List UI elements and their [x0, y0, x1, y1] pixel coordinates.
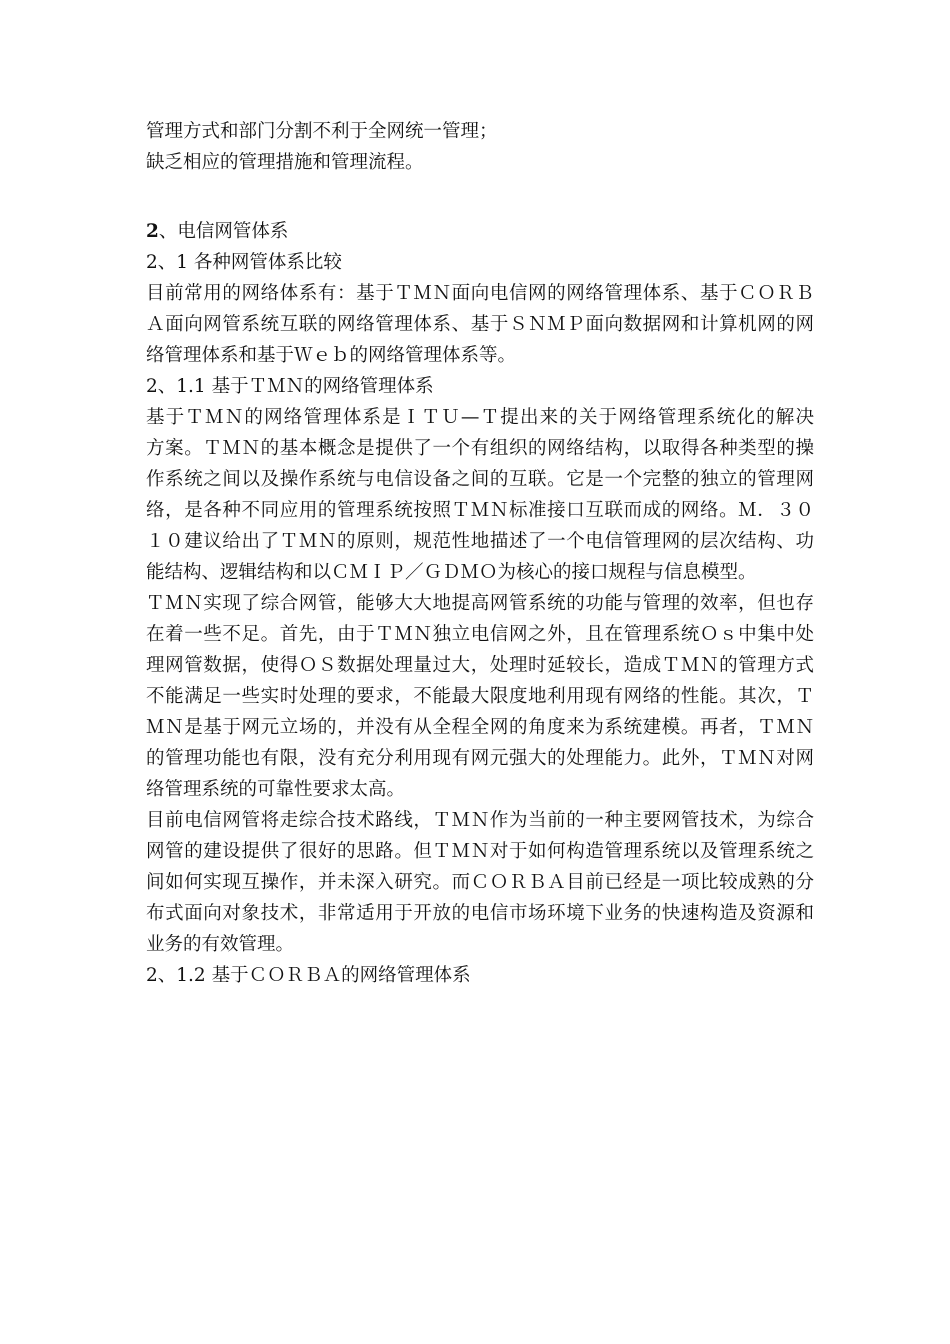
paragraph-line: 业务的有效管理。	[146, 934, 295, 955]
paragraph-line: 作系统之间以及操作系统与电信设备之间的互联。它是一个完整的独立的管理网	[146, 469, 814, 490]
paragraph-line: 目前常用的网络体系有：基于ＴＭＮ面向电信网的网络管理体系、基于ＣＯＲＢ	[146, 283, 814, 304]
paragraph-line: １０建议给出了ＴＭＮ的原则，规范性地描述了一个电信管理网的层次结构、功	[146, 531, 814, 552]
paragraph-line: 间如何实现互操作，并未深入研究。而ＣＯＲＢＡ目前已经是一项比较成熟的分	[146, 872, 814, 893]
section-2-heading-number: 2	[146, 221, 159, 242]
paragraph-line: 基于ＴＭＮ的网络管理体系是ＩＴＵ—Ｔ提出来的关于网络管理系统化的解决	[146, 407, 814, 428]
intro-line-2: 缺乏相应的管理措施和管理流程。	[146, 152, 424, 173]
section-2-heading-text: 、电信网管体系	[158, 221, 289, 242]
paragraph-line: Ａ面向网管系统互联的网络管理体系、基于ＳＮＭＰ面向数据网和计算机网的网	[146, 314, 814, 335]
paragraph-line: ＭＮ是基于网元立场的，并没有从全程全网的角度来为系统建模。再者，ＴＭＮ	[146, 717, 814, 738]
paragraph-line: 不能满足一些实时处理的要求，不能最大限度地利用现有网络的性能。其次，Ｔ	[146, 686, 814, 707]
paragraph-line: 布式面向对象技术，非常适用于开放的电信市场环境下业务的快速构造及资源和	[146, 903, 814, 924]
paragraph-line: 网管的建设提供了很好的思路。但ＴＭＮ对于如何构造管理系统以及管理系统之	[146, 841, 814, 862]
blank-spacer	[146, 178, 814, 216]
paragraph-line: 络管理体系和基于Ｗｅｂ的网络管理体系等。	[146, 345, 517, 366]
section-2-heading	[146, 216, 814, 247]
section-2-1-1-heading: 2、1.1 基于ＴＭＮ的网络管理体系	[146, 376, 434, 397]
paragraph-line: 在着一些不足。首先，由于ＴＭＮ独立电信网之外，且在管理系统Ｏｓ中集中处	[146, 624, 814, 645]
document-page	[146, 116, 814, 991]
paragraph-line: 络管理系统的可靠性要求太高。	[146, 779, 406, 800]
section-2-1-2-heading: 2、1.2 基于ＣＯＲＢＡ的网络管理体系	[146, 965, 471, 986]
paragraph-line: 的管理功能也有限，没有充分利用现有网元强大的处理能力。此外，ＴＭＮ对网	[146, 748, 814, 769]
paragraph-line: 方案。ＴＭＮ的基本概念是提供了一个有组织的网络结构，以取得各种类型的操	[146, 438, 814, 459]
paragraph-line: 理网管数据，使得ＯＳ数据处理量过大，处理时延较长，造成ＴＭＮ的管理方式	[146, 655, 814, 676]
paragraph-line: ＴＭＮ实现了综合网管，能够大大地提高网管系统的功能与管理的效率，但也存	[146, 593, 814, 614]
paragraph-line: 络，是各种不同应用的管理系统按照ＴＭＮ标准接口互联而成的网络。Ｍ．３０	[146, 500, 814, 521]
section-2-1-heading: 2、1 各种网管体系比较	[146, 252, 342, 273]
intro-line-1: 管理方式和部门分割不利于全网统一管理；	[146, 121, 498, 142]
paragraph-line: 目前电信网管将走综合技术路线，ＴＭＮ作为当前的一种主要网管技术，为综合	[146, 810, 814, 831]
paragraph-line: 能结构、逻辑结构和以ＣＭＩＰ／ＧＤＭＯ为核心的接口规程与信息模型。	[146, 562, 757, 583]
